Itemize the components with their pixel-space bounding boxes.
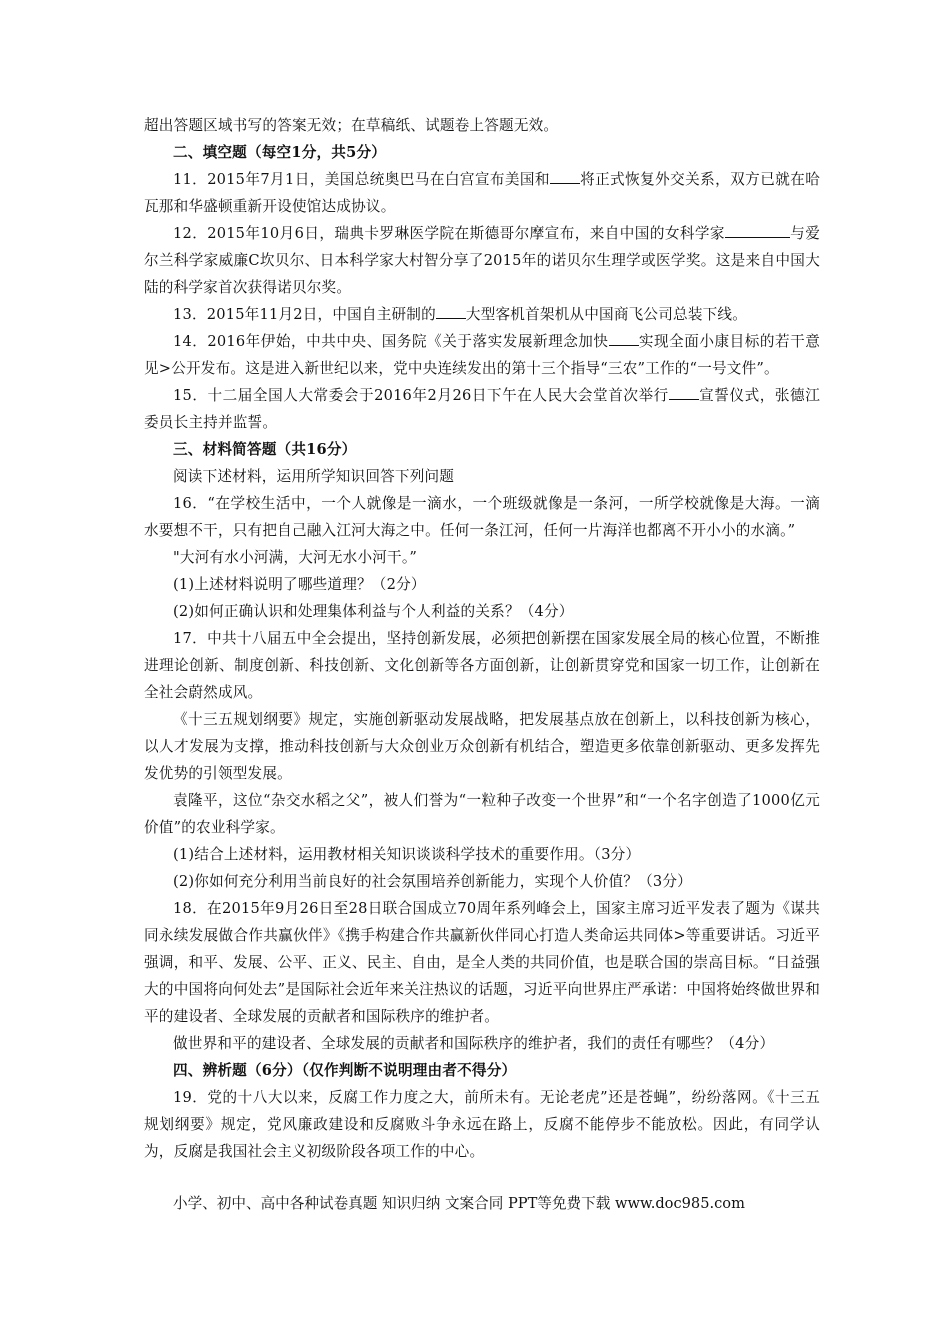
q14-text-b: 实现全面小康目标的若干意见>公开发布。这是进入新世纪以来，党中央连续发出的第十三个指导“三农”工作的“一号文件”。 [144, 333, 820, 377]
section-2-title: 二、填空题（每空1分，共5分） [173, 144, 387, 161]
section-3-title: 三、材料简答题（共16分） [173, 441, 357, 458]
question-15 [144, 382, 820, 436]
page-footer: 小学、初中、高中各种试卷真题 知识归纳 文案合同 PPT等免费下载 www.doc985.com [173, 1195, 745, 1212]
question-16-quote: "大河有水小河满，大河无水小河干。” [173, 549, 417, 566]
question-16-part-1: (1)上述材料说明了哪些道理？（2分） [173, 576, 426, 593]
q13-blank [436, 318, 466, 319]
question-11 [144, 166, 820, 220]
q11-text-b: 将正式恢复外交关系，双方已就在哈瓦那和华盛顿重新开设使馆达成协议。 [144, 171, 821, 215]
q11-blank [550, 183, 580, 184]
q13-text-b: 大型客机首架机从中国商飞公司总装下线。 [465, 306, 747, 323]
q12-blank [725, 237, 790, 238]
q12-text-b: 与爱尔兰科学家威廉C坎贝尔、日本科学家大村智分享了2015年的诺贝尔生理学或医学奖。这是来自中国大陆的科学家首次获得诺贝尔奖。 [144, 225, 820, 296]
q12-text-a: 12．2015年10月6日，瑞典卡罗琳医学院在斯德哥尔摩宣布，来自中国的女科学家 [173, 225, 725, 242]
q15-blank [669, 399, 699, 400]
question-18-para-1: 18．在2015年9月26日至28日联合国成立70周年系列峰会上，国家主席习近平发表了题为《谋共同永续发展做合作共赢伙伴》《携手构建合作共赢新伙伴同心打造人类命运共同体>等重要讲话。习近平强调，和平、发展、公平、正义、民主、自由，是全人类的共同价值，也是联合国的崇高目标。“日益强大的中国将向何处去”是国际社会近年来关注热议的话题，习近平向世界庄严承诺：中国将始终做世界和平的建设者、全球发展的贡献者和国际秩序的维护者。 [144, 900, 820, 1025]
section-4-title: 四、辨析题（6分）（仅作判断不说明理由者不得分） [173, 1062, 517, 1079]
question-17-para-3: 袁隆平，这位“杂交水稻之父”，被人们誉为“一粒种子改变一个世界”和“一个名字创造了1000亿元价值”的农业科学家。 [144, 792, 820, 836]
document-body [144, 112, 820, 1165]
question-18-para-2: 做世界和平的建设者、全球发展的贡献者和国际秩序的维护者，我们的责任有哪些？（4分） [173, 1035, 775, 1052]
q15-text-a: 15．十二届全国人大常委会于2016年2月26日下午在人民大会堂首次举行 [173, 387, 669, 404]
question-12 [144, 220, 820, 301]
q15-text-b: 宣誓仪式，张德江委员长主持并监誓。 [144, 387, 820, 431]
question-13 [144, 301, 820, 328]
question-19: 19．党的十八大以来，反腐工作力度之大，前所未有。无论老虎”还是苍蝇”，纷纷落网。《十三五规划纲要》规定，党风廉政建设和反腐败斗争永远在路上，反腐不能停步不能放松。因此，有同学认为，反腐是我国社会主义初级阶段各项工作的中心。 [144, 1089, 820, 1160]
q11-text-a: 11．2015年7月1日，美国总统奥巴马在白宫宣布美国和 [173, 171, 550, 188]
question-17-part-2: (2)你如何充分利用当前良好的社会氛围培养创新能力，实现个人价值？（3分） [173, 873, 692, 890]
question-17-part-1: (1)结合上述材料，运用教材相关知识谈谈科学技术的重要作用。（3分） [173, 846, 641, 863]
question-17-para-1: 17．中共十八届五中全会提出，坚持创新发展，必须把创新摆在国家发展全局的核心位置，不断推进理论创新、制度创新、科技创新、文化创新等各方面创新，让创新贯穿党和国家一切工作，让创新在全社会蔚然成风。 [144, 630, 820, 701]
question-14 [144, 328, 820, 382]
answer-note: 超出答题区域书写的答案无效；在草稿纸、试题卷上答题无效。 [144, 117, 559, 134]
q13-text-a: 13．2015年11月2日，中国自主研制的 [173, 306, 436, 323]
q14-blank [609, 345, 639, 346]
question-16-text: 16．“在学校生活中，一个人就像是一滴水，一个班级就像是一条河，一所学校就像是大海。一滴水要想不干，只有把自己融入江河大海之中。任何一条江河，任何一片海洋也都离不开小小的水滴。” [144, 495, 820, 539]
question-17-para-2: 《十三五规划纲要》规定，实施创新驱动发展战略，把发展基点放在创新上，以科技创新为核心，以人才发展为支撑，推动科技创新与大众创业万众创新有机结合，塑造更多依靠创新驱动、更多发挥先发优势的引领型发展。 [144, 711, 820, 782]
q14-text-a: 14．2016年伊始，中共中央、国务院《关于落实发展新理念加快 [173, 333, 609, 350]
question-16-part-2: (2)如何正确认识和处理集体利益与个人利益的关系？（4分） [173, 603, 574, 620]
section-3-intro: 阅读下述材料，运用所学知识回答下列问题 [173, 468, 455, 485]
